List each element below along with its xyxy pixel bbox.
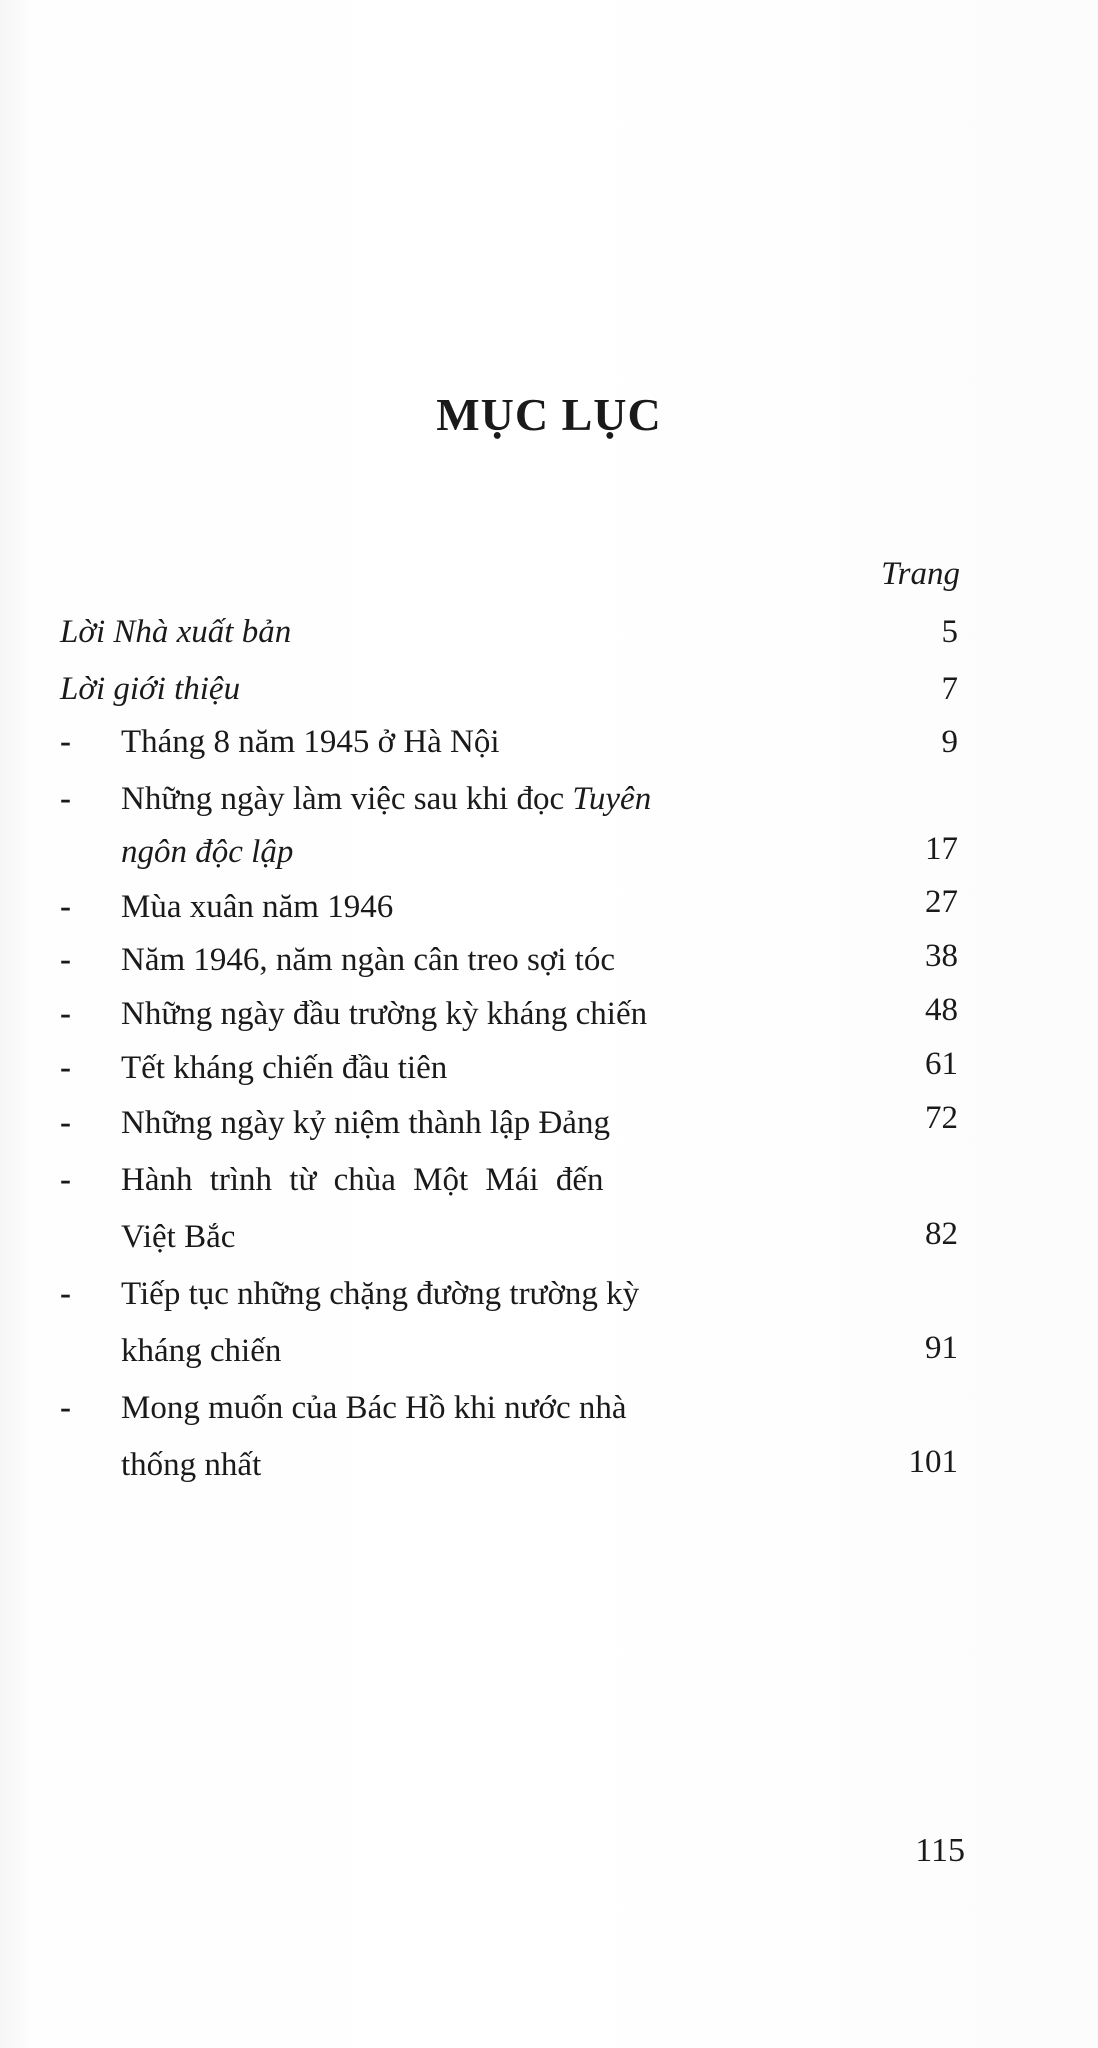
toc-entry-title: Tiếp tục những chặng đường trường kỳ [121,1276,640,1312]
toc-entry-title-continued: Việt Bắc [121,1219,236,1255]
toc-entry-title-italic: Tuyên [572,781,652,817]
toc-bullet: - [60,1162,71,1198]
toc-entry-page: 5 [941,614,958,650]
toc-entry-page: 61 [925,1046,958,1082]
toc-bullet: - [60,1276,71,1312]
toc-bullet: - [60,724,71,760]
toc-bullet: - [60,781,71,817]
toc-entry-page: 9 [941,724,958,760]
toc-entry-title [121,779,651,819]
toc-entry-title: Tháng 8 năm 1945 ở Hà Nội [121,724,500,760]
page-title: MỤC LỤC [436,389,662,440]
toc-entry-title: Mong muốn của Bác Hồ khi nước nhà [121,1390,627,1426]
toc-entry-title: Những ngày kỷ niệm thành lập Đảng [121,1105,610,1141]
toc-entry-page: 91 [925,1330,958,1366]
toc-entry-title: Năm 1946, năm ngàn cân treo sợi tóc [121,942,615,978]
toc-bullet: - [60,942,71,978]
toc-entry-title-continued: thống nhất [121,1447,262,1483]
toc-entry-title: Lời giới thiệu [60,671,241,707]
toc-entry-page: 7 [941,671,958,707]
toc-entry-page: 72 [925,1100,958,1136]
toc-bullet: - [60,1105,71,1141]
toc-entry-title: Hành trình từ chùa Một Mái đến [121,1162,604,1198]
toc-entry-title-part: Những ngày làm việc sau khi đọc [121,781,573,817]
toc-entry-page: 101 [908,1444,958,1480]
page-column-header: Trang [881,556,960,592]
toc-entry-title: Mùa xuân năm 1946 [121,889,394,925]
toc-entry-page: 38 [925,938,958,974]
page-number: 115 [915,1832,965,1869]
toc-entry-title: Lời Nhà xuất bản [60,614,292,650]
toc-entry-title-continued: kháng chiến [121,1333,282,1369]
toc-entry-page: 27 [925,884,958,920]
toc-entry-title: Tết kháng chiến đầu tiên [121,1050,448,1086]
toc-bullet: - [60,996,71,1032]
toc-entry-page: 82 [925,1216,958,1252]
toc-entry-page: 48 [925,992,958,1028]
toc-bullet: - [60,1390,71,1426]
toc-bullet: - [60,1050,71,1086]
toc-entry-title: Những ngày đầu trường kỳ kháng chiến [121,996,648,1032]
toc-entry-title-continued: ngôn độc lập [121,834,294,870]
toc-bullet: - [60,889,71,925]
toc-entry-page: 17 [925,831,958,867]
